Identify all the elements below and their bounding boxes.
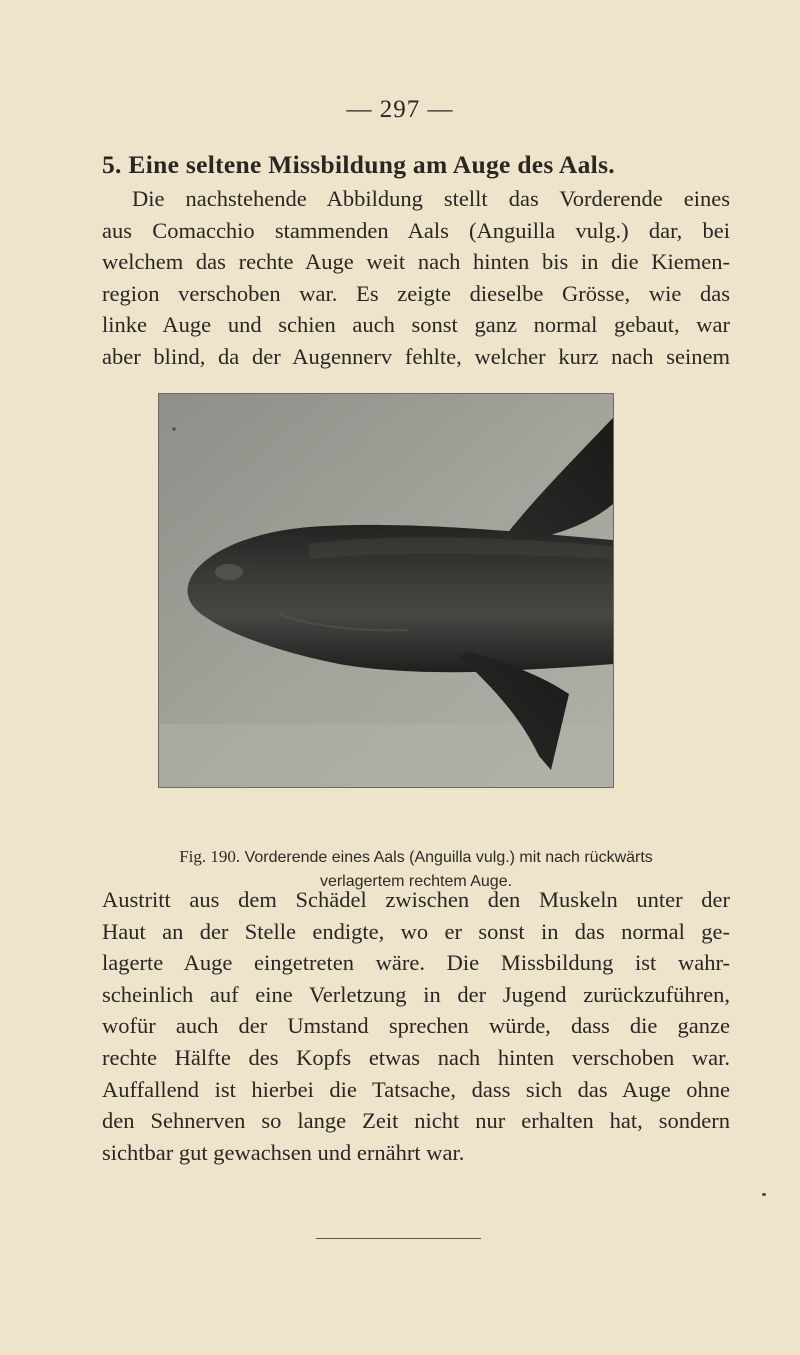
section-title: Eine seltene Missbildung am Auge des Aals. <box>128 150 615 179</box>
caption-line-2: verlagertem rechtem Auge. <box>319 873 513 890</box>
caption-text: Vorderende eines Aals (Anguilla vulg.) mit nach rückwärts <box>244 849 653 866</box>
text-line: wofür auch der Umstand sprechen würde, dass die ganze <box>102 1013 730 1039</box>
intro-paragraph <box>102 183 730 373</box>
text-line: lagerte Auge eingetreten wäre. Die Missbildung ist wahr- <box>102 950 730 976</box>
body-paragraph <box>102 884 730 1168</box>
text-line: Auffallend ist hierbei die Tatsache, dass sich das Auge ohne <box>102 1076 730 1102</box>
eye-icon <box>215 564 243 580</box>
text-line: den Sehnerven so lange Zeit nicht nur erhalten hat, sondern <box>102 1108 730 1134</box>
text-line: region verschoben war. Es zeigte dieselbe Grösse, wie das <box>102 280 730 306</box>
text-line: Haut an der Stelle endigte, wo er sonst in das normal ge- <box>102 918 730 944</box>
text-line: Die nachstehende Abbildung stellt das Vorderende eines <box>132 186 730 211</box>
text-line: scheinlich auf eine Verletzung in der Jugend zurückzuführen, <box>102 981 730 1007</box>
text-line: rechte Hälfte des Kopfs etwas nach hinten verschoben war. <box>102 1044 730 1070</box>
text-line: sichtbar gut gewachsen und ernährt war. <box>102 1139 465 1165</box>
section-number: 5. <box>102 150 122 179</box>
caption-line-1 <box>102 845 730 870</box>
text-line: welchem das rechte Auge weit nach hinten bis in die Kiemen- <box>102 249 730 275</box>
section-heading <box>102 150 615 180</box>
text-line: linke Auge und schien auch sonst ganz normal gebaut, war <box>102 312 730 338</box>
text-line: Austritt aus dem Schädel zwischen den Muskeln unter der <box>102 887 730 912</box>
figure-label: Fig. 190. <box>179 847 241 866</box>
text-line: aus Comacchio stammenden Aals (Anguilla vulg.) dar, bei <box>102 217 730 243</box>
page-number: — 297 — <box>346 96 454 123</box>
eel-head-illustration <box>159 394 613 787</box>
eel-head-photograph <box>158 393 614 788</box>
paper-speck <box>762 1193 766 1196</box>
end-rule <box>316 1238 481 1239</box>
text-line: aber blind, da der Augennerv fehlte, welcher kurz nach seinem <box>102 343 730 369</box>
